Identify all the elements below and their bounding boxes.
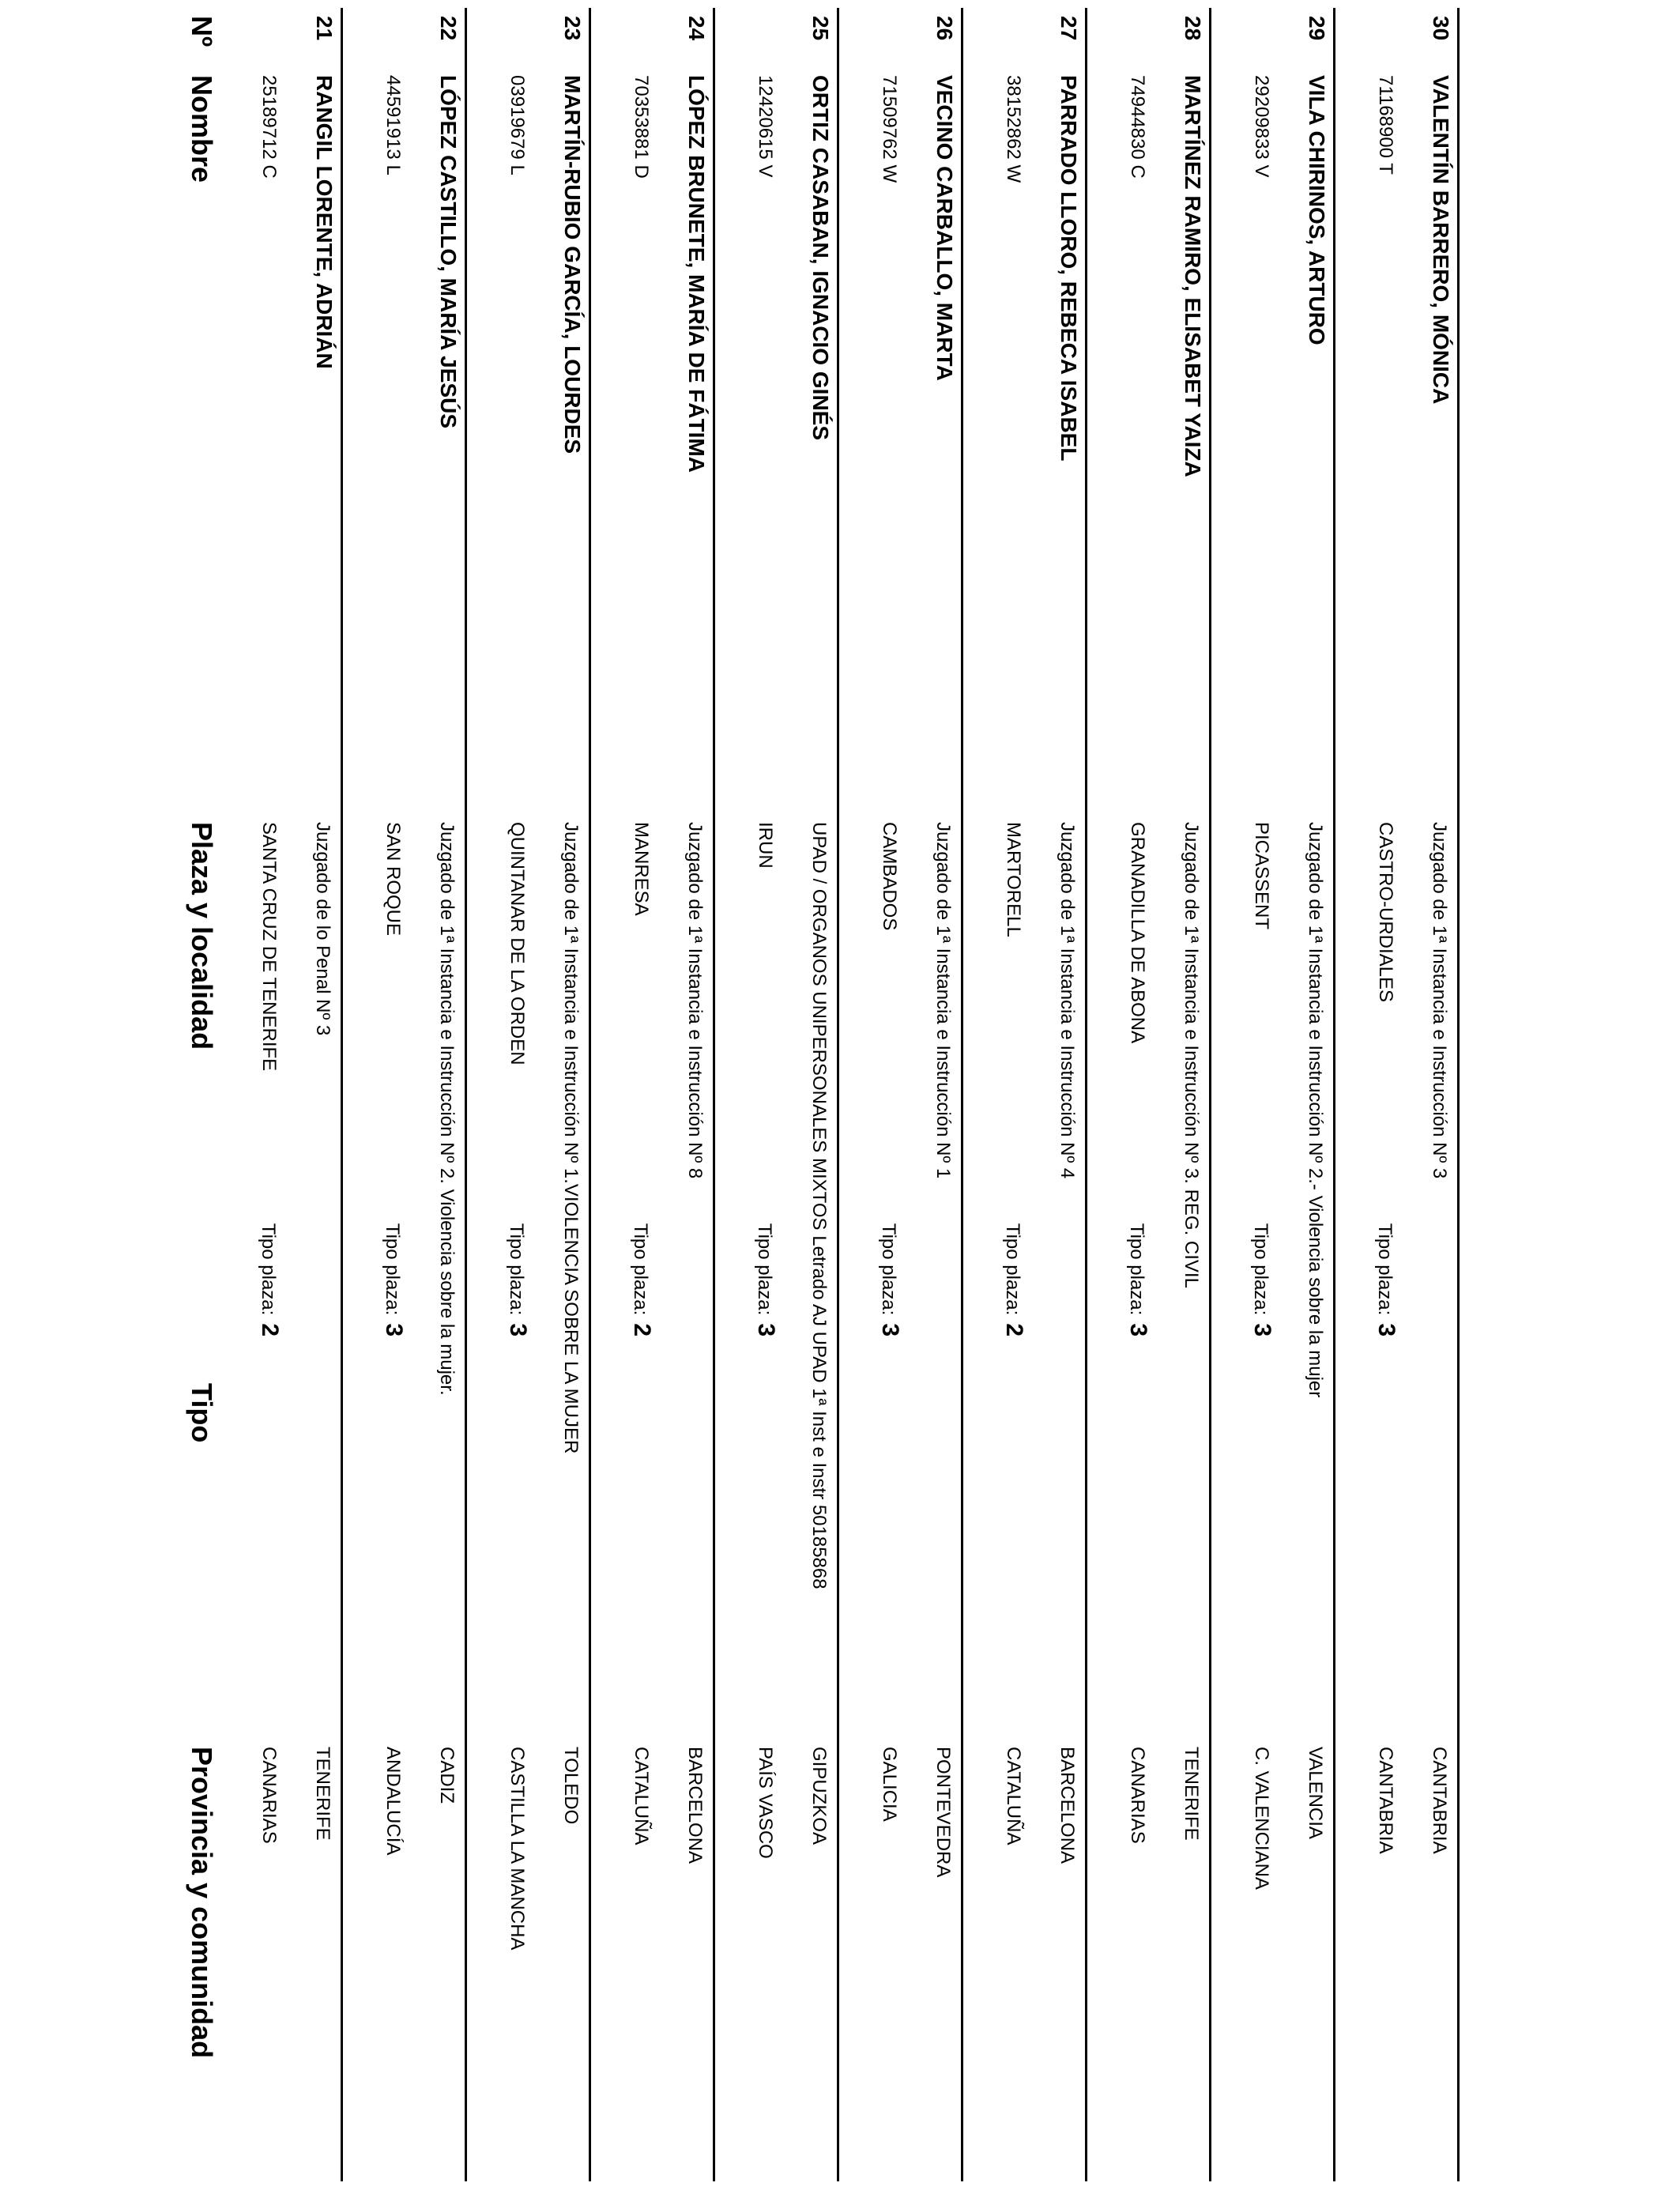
tipo-value: 3 bbox=[1125, 1323, 1151, 1336]
record-locality: MANRESA bbox=[631, 822, 652, 916]
tipo-label: Tipo plaza: bbox=[506, 1223, 527, 1316]
header-provincia: Provincia y comunidad bbox=[186, 1747, 218, 2059]
record-dni: 71168900 T bbox=[1375, 75, 1396, 175]
record-tipo bbox=[1249, 1223, 1275, 1336]
record-number: 22 bbox=[436, 16, 461, 41]
record-court: Juzgado de 1ª Instancia e Instrucción Nº 3. REG. CIVIL bbox=[1181, 822, 1202, 1288]
record-dni: 29209833 V bbox=[1251, 75, 1272, 178]
tipo-value: 2 bbox=[257, 1323, 283, 1336]
record-dni: 70353881 D bbox=[631, 75, 652, 179]
record-number: 28 bbox=[1181, 16, 1205, 41]
record-community: GALICIA bbox=[879, 1747, 900, 1822]
tipo-value: 3 bbox=[505, 1323, 531, 1336]
record-locality: IRUN bbox=[755, 822, 776, 869]
tipo-label: Tipo plaza: bbox=[1002, 1223, 1023, 1316]
record-court: Juzgado de 1ª Instancia e Instrucción Nº 1 bbox=[932, 822, 954, 1179]
record-dni: 44591913 L bbox=[382, 75, 404, 175]
record-community: CATALUÑA bbox=[631, 1747, 652, 1845]
record-community: CANTABRIA bbox=[1375, 1747, 1396, 1854]
record-province: BARCELONA bbox=[1057, 1747, 1078, 1864]
record-number: 25 bbox=[808, 16, 833, 41]
record-tipo bbox=[628, 1223, 655, 1336]
record-province: CADIZ bbox=[436, 1747, 458, 1804]
record-row bbox=[467, 0, 591, 2194]
record-row bbox=[1087, 0, 1211, 2194]
record-name: MARTÍN-RUBIO GARCÍA, LOURDES bbox=[560, 75, 585, 454]
tipo-value: 2 bbox=[1001, 1323, 1027, 1336]
record-name: VILA CHIRINOS, ARTURO bbox=[1305, 75, 1329, 345]
record-name: ORTIZ CASABAN, IGNACIO GINÉS bbox=[808, 75, 833, 441]
record-tipo bbox=[1124, 1223, 1151, 1336]
record-tipo bbox=[256, 1223, 283, 1336]
tipo-value: 2 bbox=[629, 1323, 655, 1336]
record-name: VALENTÍN BARRERO, MÓNICA bbox=[1429, 75, 1453, 405]
header-tipo: Tipo bbox=[186, 1383, 218, 1443]
tipo-label: Tipo plaza: bbox=[258, 1223, 279, 1316]
tipo-label: Tipo plaza: bbox=[382, 1223, 403, 1316]
record-province: VALENCIA bbox=[1305, 1747, 1326, 1839]
record-province: TOLEDO bbox=[560, 1747, 582, 1825]
record-locality: PICASSENT bbox=[1251, 822, 1272, 930]
record-locality: CASTRO-URDIALES bbox=[1375, 822, 1396, 1003]
record-name: MARTÍNEZ RAMIRO, ELISABET YAIZA bbox=[1181, 75, 1205, 477]
record-dni: 12420615 V bbox=[755, 75, 776, 178]
record-court: Juzgado de 1ª Instancia e Instrucción Nº 8 bbox=[684, 822, 706, 1179]
tipo-label: Tipo plaza: bbox=[1126, 1223, 1147, 1316]
tipo-label: Tipo plaza: bbox=[754, 1223, 775, 1316]
record-name: LÓPEZ BRUNETE, MARÍA DE FÁTIMA bbox=[684, 75, 709, 473]
record-court: Juzgado de lo Penal Nº 3 bbox=[312, 822, 333, 1036]
record-name: PARRADO LLORO, REBECA ISABEL bbox=[1057, 75, 1081, 462]
record-dni: 71509762 W bbox=[879, 75, 900, 183]
record-dni: 03919679 L bbox=[507, 75, 528, 175]
record-tipo bbox=[876, 1223, 903, 1336]
record-number: 21 bbox=[312, 16, 337, 41]
record-name: VECINO CARBALLO, MARTA bbox=[932, 75, 957, 381]
record-tipo bbox=[752, 1223, 779, 1336]
record-community: CATALUÑA bbox=[1003, 1747, 1024, 1845]
record-locality: QUINTANAR DE LA ORDEN bbox=[507, 822, 528, 1065]
record-row bbox=[1211, 0, 1335, 2194]
record-province: CANTABRIA bbox=[1429, 1747, 1450, 1854]
record-community: ANDALUCÍA bbox=[382, 1747, 404, 1856]
record-locality: SAN ROQUE bbox=[382, 822, 404, 937]
record-community: CANARIAS bbox=[1127, 1747, 1148, 1844]
record-row bbox=[591, 0, 715, 2194]
record-row bbox=[219, 0, 343, 2194]
record-name: RANGIL LORENTE, ADRIÁN bbox=[312, 75, 337, 369]
tipo-label: Tipo plaza: bbox=[1250, 1223, 1271, 1316]
record-number: 30 bbox=[1429, 16, 1453, 41]
record-dni: 38152862 W bbox=[1003, 75, 1024, 183]
tipo-label: Tipo plaza: bbox=[630, 1223, 651, 1316]
record-row bbox=[1335, 0, 1460, 2194]
record-court: Juzgado de 1ª Instancia e Instrucción Nº 3 bbox=[1429, 822, 1450, 1179]
tipo-value: 3 bbox=[753, 1323, 779, 1336]
record-court: Juzgado de 1ª Instancia e Instrucción Nº 2.- Violencia sobre la mujer bbox=[1305, 822, 1326, 1398]
record-row bbox=[343, 0, 467, 2194]
record-court: Juzgado de 1ª Instancia e Instrucción Nº 2. Violencia sobre la mujer. bbox=[436, 822, 458, 1396]
record-community: C. VALENCIANA bbox=[1251, 1747, 1272, 1890]
tipo-value: 3 bbox=[877, 1323, 903, 1336]
record-locality: MARTORELL bbox=[1003, 822, 1024, 937]
record-locality: CAMBADOS bbox=[879, 822, 900, 931]
record-tipo bbox=[1373, 1223, 1399, 1336]
header-plaza: Plaza y localidad bbox=[186, 822, 218, 1050]
tipo-value: 3 bbox=[1373, 1323, 1399, 1336]
record-province: PONTEVEDRA bbox=[932, 1747, 954, 1878]
record-row bbox=[839, 0, 963, 2194]
record-number: 23 bbox=[560, 16, 585, 41]
record-row bbox=[963, 0, 1087, 2194]
record-court: Juzgado de 1ª Instancia e Instrucción Nº 1.VIOLENCIA SOBRE LA MUJER bbox=[560, 822, 582, 1454]
record-number: 29 bbox=[1305, 16, 1329, 41]
tipo-label: Tipo plaza: bbox=[878, 1223, 899, 1316]
record-name: LÓPEZ CASTILLO, MARÍA JESÚS bbox=[436, 75, 461, 428]
record-tipo bbox=[504, 1223, 531, 1336]
header-nombre: Nombre bbox=[186, 75, 218, 183]
record-dni: 74944830 C bbox=[1127, 75, 1148, 179]
header-no: Nº bbox=[186, 16, 218, 47]
record-locality: SANTA CRUZ DE TENERIFE bbox=[258, 822, 280, 1072]
record-community: CANARIAS bbox=[258, 1747, 280, 1844]
record-number: 24 bbox=[684, 16, 709, 41]
record-tipo bbox=[380, 1223, 407, 1336]
record-court: UPAD / ORGANOS UNIPERSONALES MIXTOS Letrado AJ UPAD 1ª Inst e Instr 50185868 bbox=[808, 822, 830, 1589]
record-dni: 25189712 C bbox=[258, 75, 280, 179]
record-row bbox=[715, 0, 839, 2194]
record-province: GIPUZKOA bbox=[808, 1747, 830, 1845]
row-separator bbox=[1457, 8, 1460, 2181]
record-province: TENERIFE bbox=[1181, 1747, 1202, 1841]
record-province: TENERIFE bbox=[312, 1747, 333, 1841]
record-community: CASTILLA LA MANCHA bbox=[507, 1747, 528, 1951]
tipo-value: 3 bbox=[381, 1323, 407, 1336]
record-number: 26 bbox=[932, 16, 957, 41]
record-community: PAÍS VASCO bbox=[755, 1747, 776, 1859]
tipo-label: Tipo plaza: bbox=[1374, 1223, 1396, 1316]
record-tipo bbox=[1000, 1223, 1027, 1336]
record-court: Juzgado de 1ª Instancia e Instrucción Nº 4 bbox=[1057, 822, 1078, 1179]
record-province: BARCELONA bbox=[684, 1747, 706, 1864]
record-locality: GRANADILLA DE ABONA bbox=[1127, 822, 1148, 1044]
tipo-value: 3 bbox=[1249, 1323, 1275, 1336]
record-number: 27 bbox=[1057, 16, 1081, 41]
